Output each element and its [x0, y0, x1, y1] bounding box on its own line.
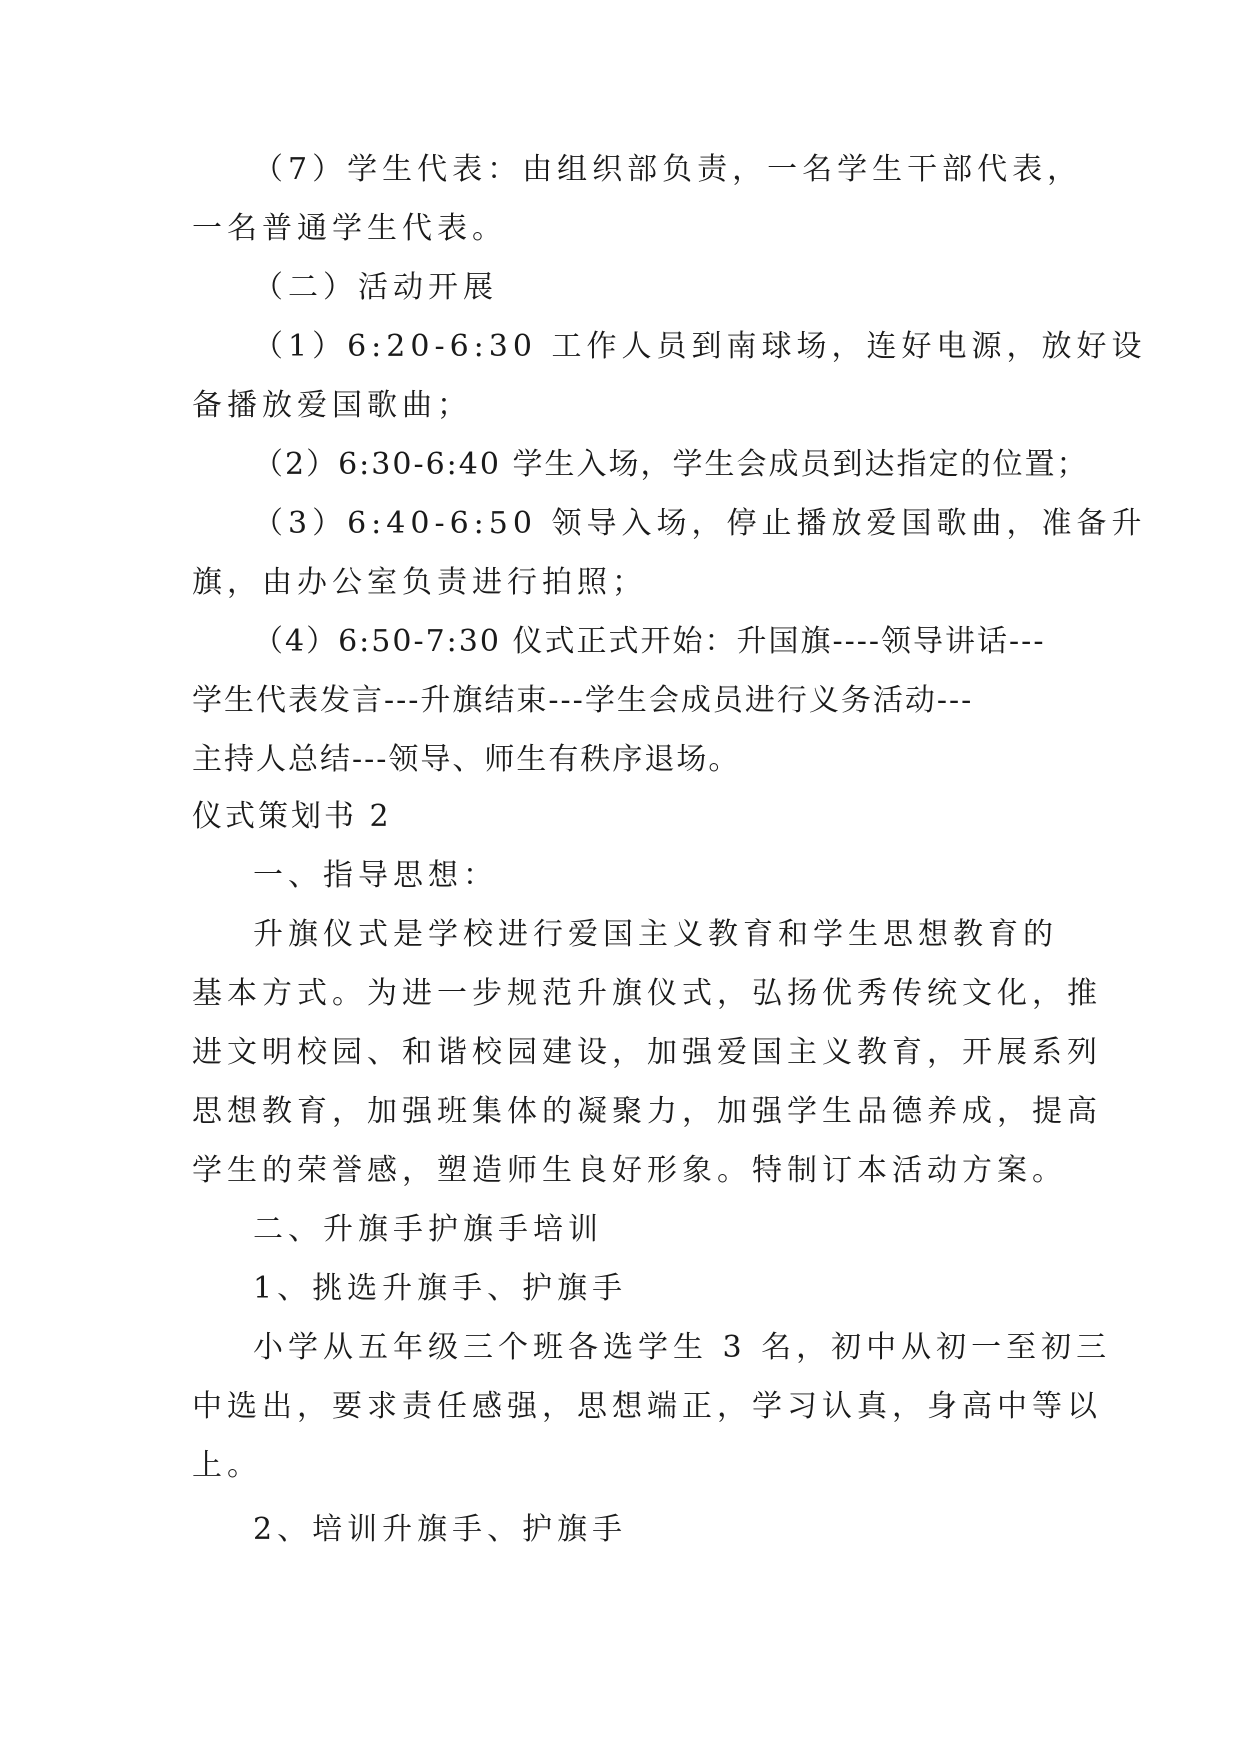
paragraph-line: 旗，由办公室负责进行拍照； — [192, 565, 647, 600]
subsection-heading: 1、挑选升旗手、护旗手 — [253, 1271, 628, 1306]
section-heading: 二、升旗手护旗手培训 — [253, 1212, 603, 1247]
paragraph-line: （1）6:20-6:30 工作人员到南球场，连好电源，放好设 — [253, 329, 1147, 364]
subsection-heading: 2、培训升旗手、护旗手 — [253, 1512, 628, 1547]
paragraph-line: （4）6:50-7:30 仪式正式开始：升国旗----领导讲话--- — [253, 624, 1046, 659]
paragraph-line: 一名普通学生代表。 — [192, 211, 507, 246]
paragraph-line: 基本方式。为进一步规范升旗仪式，弘扬优秀传统文化，推 — [192, 976, 1102, 1011]
paragraph-line: 小学从五年级三个班各选学生 3 名，初中从初一至初三 — [253, 1330, 1112, 1365]
section-heading: 一、指导思想： — [253, 858, 498, 893]
paragraph-line: （7）学生代表：由组织部负责，一名学生干部代表， — [253, 152, 1083, 187]
document-title: 仪式策划书 2 — [192, 799, 392, 834]
paragraph-line: （3）6:40-6:50 领导入场，停止播放爱国歌曲，准备升 — [253, 506, 1147, 541]
paragraph-line: 学生的荣誉感，塑造师生良好形象。特制订本活动方案。 — [192, 1153, 1067, 1188]
paragraph-line: 备播放爱国歌曲； — [192, 388, 472, 423]
paragraph-line: 学生代表发言---升旗结束---学生会成员进行义务活动--- — [192, 683, 974, 718]
paragraph-line: 进文明校园、和谐校园建设，加强爱国主义教育，开展系列 — [192, 1035, 1102, 1070]
paragraph-line: 上。 — [192, 1448, 262, 1483]
paragraph-line: 中选出，要求责任感强，思想端正，学习认真，身高中等以 — [192, 1389, 1102, 1424]
paragraph-line: 主持人总结---领导、师生有秩序退场。 — [192, 742, 741, 777]
paragraph-line: 思想教育，加强班集体的凝聚力，加强学生品德养成，提高 — [192, 1094, 1102, 1129]
paragraph-line: 升旗仪式是学校进行爱国主义教育和学生思想教育的 — [253, 917, 1058, 952]
paragraph-line: （2）6:30-6:40 学生入场，学生会成员到达指定的位置； — [253, 447, 1089, 482]
section-heading: （二）活动开展 — [253, 270, 498, 305]
